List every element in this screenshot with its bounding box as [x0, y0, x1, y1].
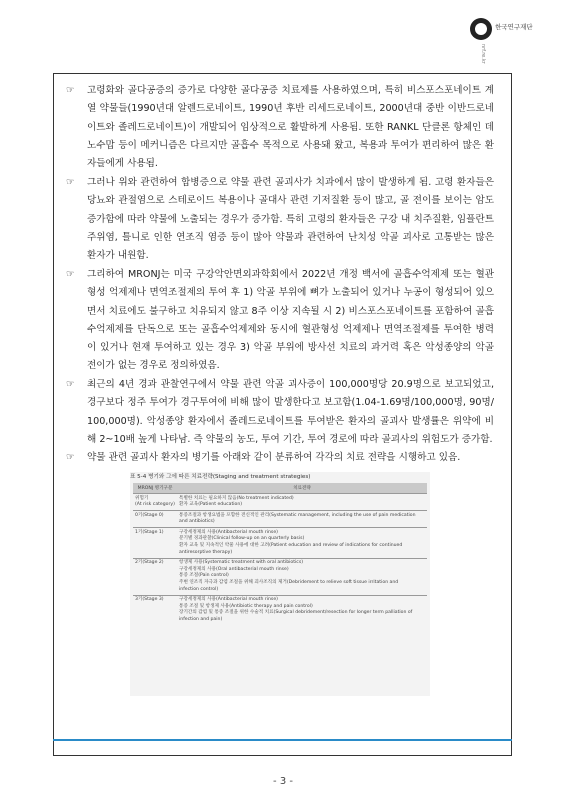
strategy-cell: [177, 511, 427, 528]
table-row: [133, 558, 427, 595]
pointing-hand-icon: ☞: [66, 379, 75, 390]
stage-label: 0기(Stage 0): [135, 512, 164, 518]
strategy-line: 주변 연조직 자극과 감염 조절을 위해 괴사조직의 제거(Debridement to relieve soft tissue irritation and: [179, 580, 399, 586]
strategy-line: 항생제 사용(Systematic treatment with oral antibiotics): [179, 560, 304, 566]
strategy-line: 분기별 경과관찰(Clinical follow-up on an quarterly basis): [179, 536, 305, 542]
strategy-line: 특별한 치료는 필요하지 않음(No treatment indicated): [179, 495, 294, 501]
org-emblem-icon: [470, 18, 492, 40]
figure-caption: 표 5-4 병기와 그에 따른 치료전략(Staging and treatment strategies): [130, 474, 311, 480]
pointing-hand-icon: ☞: [66, 452, 75, 463]
stage-label: 3기(Stage 3): [135, 597, 164, 603]
strategy-line: 통증 조절 및 항생제 사용(Antibiotic therapy and pain control): [179, 603, 313, 609]
strategy-cell: [177, 595, 427, 625]
stage-cell: [133, 558, 177, 595]
strategy-cell: [177, 528, 427, 558]
strategy-cell: [177, 494, 427, 511]
column-header: MRONJ 병기구분: [133, 483, 177, 494]
bullet-text: 고령화와 골다공증의 증가로 다양한 골다공증 치료제를 사용하였으며, 특히 비스포스포네이트 계열 약물들(1990년대 알렌드로네이트, 1990년 후반 리세드로네이트, 2000년대 중반 이반드로네이트와 졸레드로네이트)이 개발되어 임상적으로 활발하게 사용됨. 또한 RANKL 단클론 항체인 데노수맙 등이 메커니즘은 다르지만 골흡수 목적으로 사용돼 왔고, 복용과 투여가 편리하여 많은 환자들에게 사용됨.: [87, 85, 494, 170]
bullet-item-1: [66, 82, 494, 173]
strategy-line: antiresorptive therapy): [179, 549, 233, 555]
footer-divider: [53, 739, 512, 741]
bullet-text: 최근의 4년 경과 관찰연구에서 약물 관련 악골 괴사증이 100,000명당 20.9명으로 보고되었고, 경구보다 정주 투여가 경구투여에 비해 많이 발생한다고 보고함(1.04-1.69명/100,000명, 90명/ 100,000명). 악성종양 환자에서 졸레드로네이트를 투여받은 환자의 골괴사 발생률은 위약에 비해 2~10배 높게 나타남. 즉 약물의 농도, 투여 기간, 투여 경로에 따라 골괴사의 위험도가 증가함.: [87, 379, 494, 445]
strategy-line: 환자 교육 및 지속적인 약물 사용에 대한 고려(Patient education and review of indications for continued: [179, 543, 403, 549]
pointing-hand-icon: ☞: [66, 177, 75, 188]
staging-table: [133, 483, 427, 625]
stage-cell: [133, 595, 177, 625]
stage-cell: [133, 494, 177, 511]
stage-cell: [133, 528, 177, 558]
strategy-line: 통증조절과 항생요법을 포함한 전신적인 관리(Systematic management, including the use of pain medication: [179, 512, 416, 518]
table-row: [133, 595, 427, 625]
strategy-line: 구강세정제의 사용(Antibacterial mouth rinse): [179, 597, 278, 603]
table-row: [133, 528, 427, 558]
strategy-line: infection control): [179, 586, 219, 592]
table-row: [133, 494, 427, 511]
bullet-text: 그러나 위와 관련하여 합병증으로 약물 관련 골괴사가 치과에서 많이 발생하게 됨. 고령 환자들은 당뇨와 관절염으로 스테로이드 복용이나 골대사 관련 기저질환 등이 많고, 골 전이를 보이는 암도 증가함에 따라 약물에 노출되는 경우가 증가함. 특히 고령의 환자들은 구강 내 치주질환, 임플란트 주위염, 틀니로 인한 연조직 염증 등이 많아 약물과 관련하여 난치성 악골 괴사로 고통받는 많은 환자가 내원함.: [87, 177, 494, 262]
strategy-cell: [177, 558, 427, 595]
bullet-text: 약물 관련 골괴사 환자의 병기를 아래와 같이 분류하여 각각의 치료 전략을 시행하고 있음.: [87, 452, 461, 463]
bullet-item-2: [66, 174, 494, 265]
strategy-line: infection and pain): [179, 617, 223, 622]
bullet-text: 그리하여 MRONJ는 미국 구강악안면외과학회에서 2022년 개정 백서에 골흡수억제제 또는 혈관형성 억제제나 면역조절제의 투여 후 1) 악골 부위에 뼈가 노출되어 있거나 누공이 형성되어 있으면서 치료에도 불구하고 치유되지 않고 8주 이상 지속될 시 2) 비스포스포네이트를 포함하여 골흡수억제제를 단독으로 또는 골흡수억제제와 동시에 혈관형성 억제제나 면역조절제를 투여한 병력이 있거나 현재 투여하고 있는 경우 3) 악골 부위에 방사선 치료의 과거력 혹은 악성종양의 악골 전이가 없는 경우로 정의하였음.: [87, 269, 494, 372]
org-logo: [470, 16, 550, 64]
strategy-line: and antibiotics): [179, 519, 215, 525]
stage-label: 위험기 (At risk category): [135, 495, 175, 508]
strategy-line: 장기간의 감염 및 통증 조절을 위한 수술적 치료(Surgical debridement/resection for longer term palliation of: [179, 610, 413, 616]
org-sub: nrf.re.kr: [480, 44, 486, 64]
staging-table-figure: [130, 472, 430, 696]
stage-label: 2기(Stage 2): [135, 560, 164, 566]
strategy-line: 환자 교육(Patient education): [179, 502, 243, 508]
table-row: [133, 511, 427, 528]
content-box: [53, 73, 512, 756]
strategy-line: 구강세정제의 사용(Oral antibacterial mouth rinse): [179, 566, 289, 572]
column-header: 치료전략: [177, 483, 427, 494]
stage-cell: [133, 511, 177, 528]
stage-label: 1기(Stage 1): [135, 529, 164, 535]
bullet-item-5: [66, 449, 494, 467]
pointing-hand-icon: ☞: [66, 269, 75, 280]
bullet-item-3: [66, 266, 494, 376]
strategy-line: 구강세정제의 사용(Antibacterial mouth rinse): [179, 529, 278, 535]
pointing-hand-icon: ☞: [66, 85, 75, 96]
strategy-line: 통증 조절(Pain control): [179, 573, 229, 579]
page-number: - 3 -: [273, 776, 293, 787]
org-name: 한국연구재단: [495, 23, 533, 31]
bullet-item-4: [66, 376, 494, 449]
